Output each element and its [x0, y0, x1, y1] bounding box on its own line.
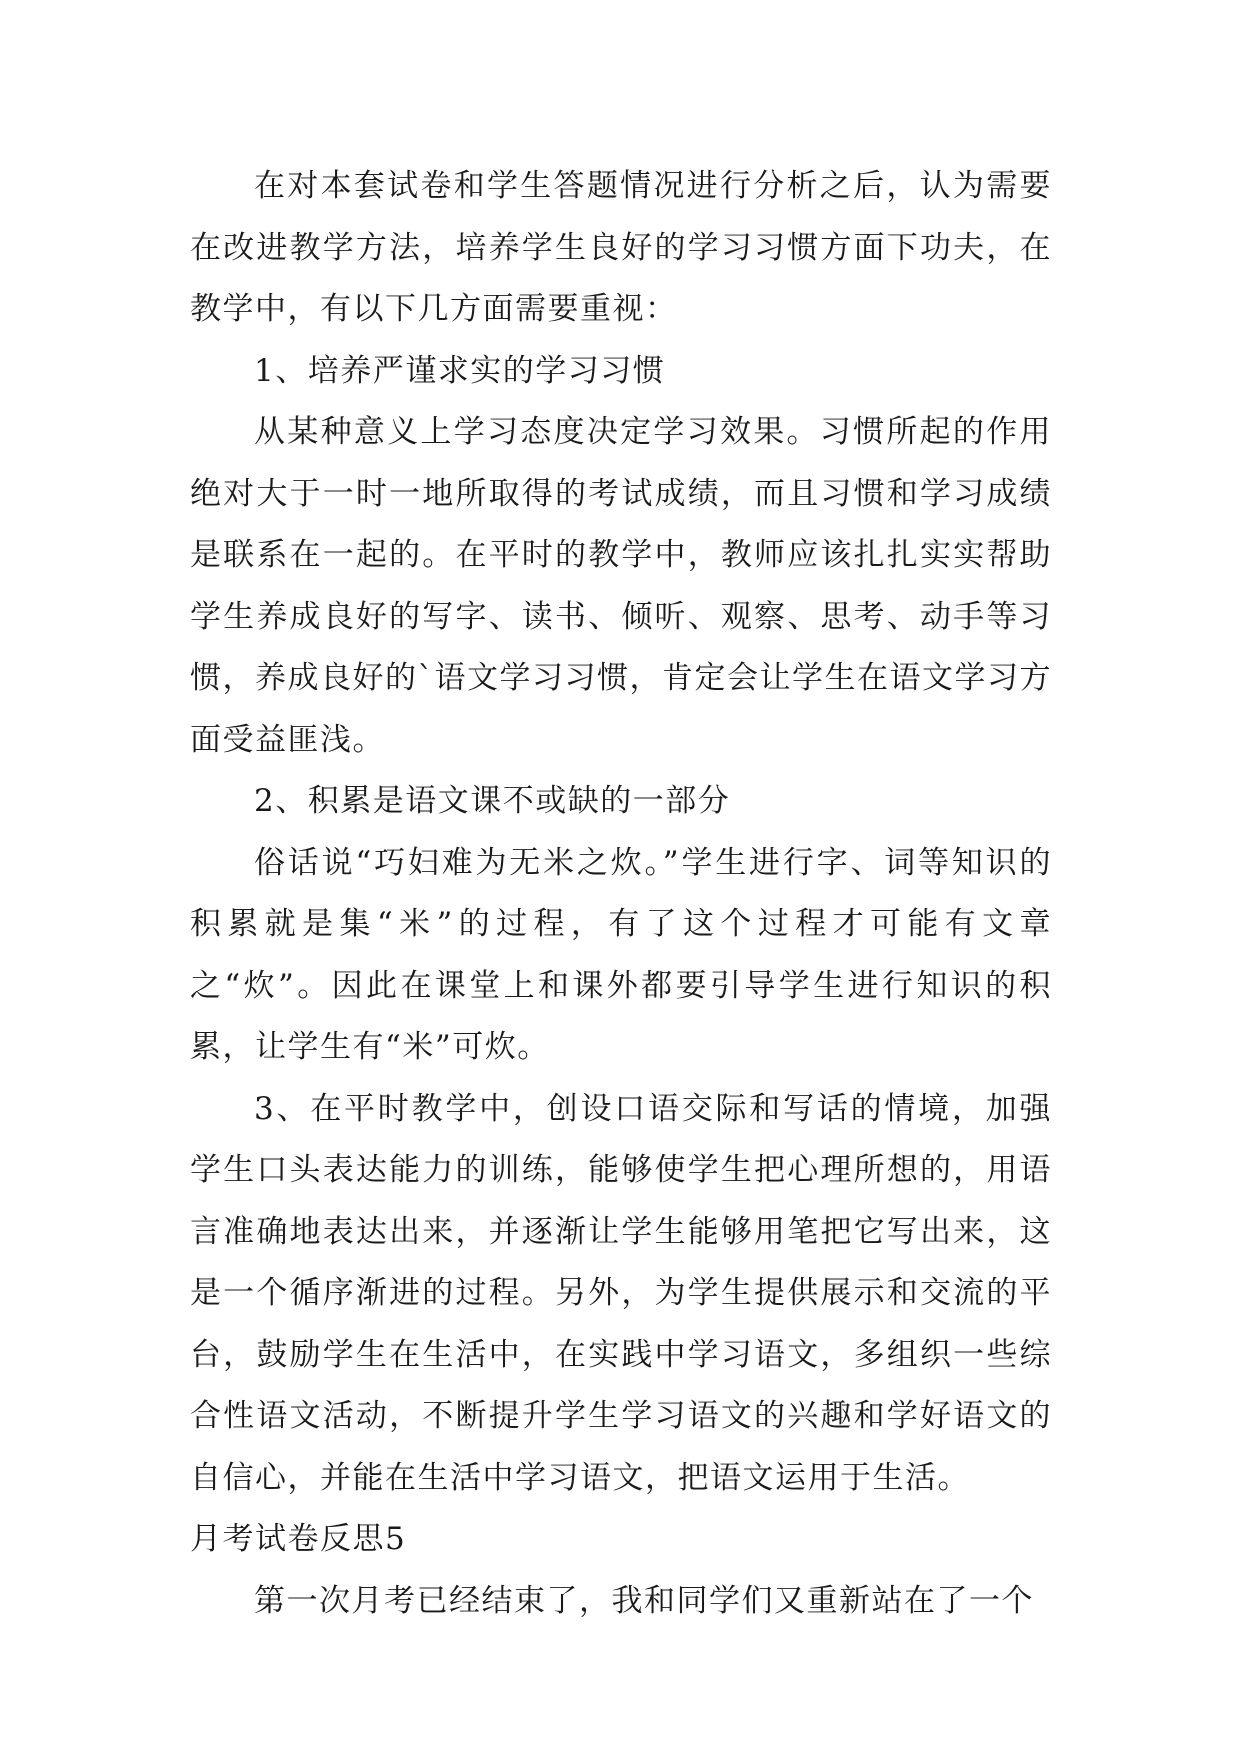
point-1-paragraph: 从某种意义上学习态度决定学习效果。习惯所起的作用绝对大于一时一地所取得的考试成绩，而且习惯和学习成绩是联系在一起的。在平时的教学中，教师应该扎扎实实帮助学生养成良好的写字、读书、倾听、观察、思考、动手等习惯，养成良好的`语文学习习惯，肯定会让学生在语文学习方面受益匪浅。	[190, 414, 1052, 758]
intro-paragraph: 在对本套试卷和学生答题情况进行分析之后，认为需要在改进教学方法，培养学生良好的学习习惯方面下功夫，在教学中，有以下几方面需要重视：	[190, 168, 1052, 327]
point-2-paragraph: 俗话说“巧妇难为无米之炊。”学生进行字、词等知识的积累就是集“米”的过程，有了这个过程才可能有文章之“炊”。因此在课堂上和课外都要引导学生进行知识的积累，让学生有“米”可炊。	[190, 844, 1052, 1065]
document-body	[190, 156, 1052, 1632]
point-2-title: 2、积累是语文课不或缺的一部分	[254, 783, 731, 819]
point-3-paragraph: 3、在平时教学中，创设口语交际和写话的情境，加强学生口头表达能力的训练，能够使学生把心理所想的，用语言准确地表达出来，并逐渐让学生能够用笔把它写出来，这是一个循序渐进的过程。另外，为学生提供展示和交流的平台，鼓励学生在生活中，在实践中学习语文，多组织一些综合性语文活动，不断提升学生学习语文的兴趣和学好语文的自信心，并能在生活中学习语文，把语文运用于生活。	[190, 1090, 1052, 1496]
section-5-paragraph: 第一次月考已经结束了，我和同学们又重新站在了一个	[254, 1582, 1034, 1619]
section-heading: 月考试卷反思5	[190, 1521, 407, 1557]
point-1-title: 1、培养严谨求实的学习习惯	[254, 352, 666, 389]
